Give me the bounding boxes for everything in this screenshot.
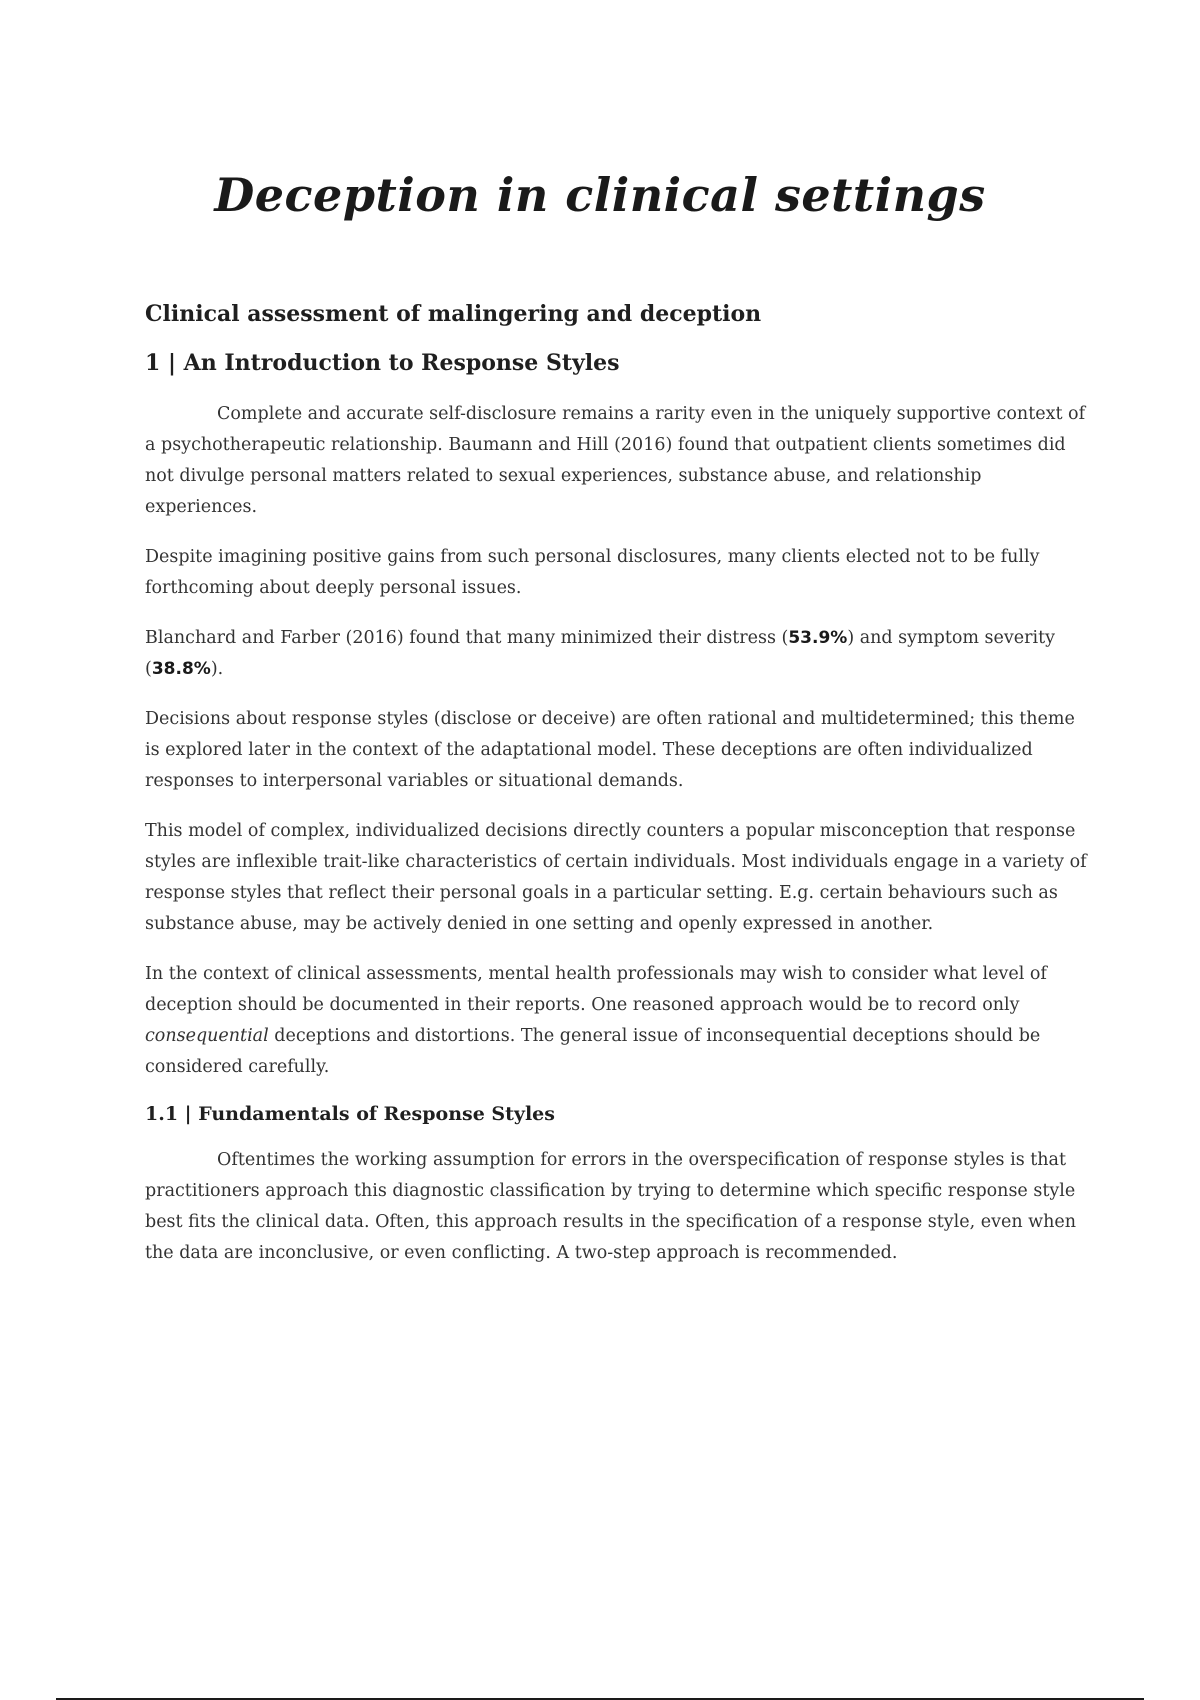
paragraph-3 xyxy=(145,623,1090,685)
subsection-heading-1: 1 | An Introduction to Response Styles xyxy=(145,349,620,376)
document-body xyxy=(145,300,1090,1288)
distress-stat: 53.9% xyxy=(788,628,848,649)
emphasis-consequential: consequential xyxy=(145,1026,269,1047)
paragraph-6 xyxy=(145,959,1090,1083)
paragraph-5: This model of complex, individualized decisions directly counters a popular misconception that response styles are inflexible trait-like characteristics of certain individuals. Most individuals engage in a variety of response styles that reflect their personal goals in a particular setting. E.g. certain behaviours such as substance abuse, may be actively denied in one setting and openly expressed in another. xyxy=(145,821,1087,935)
page-title: Deception in clinical settings xyxy=(214,168,986,222)
paragraph-1: Complete and accurate self-disclosure remains a rarity even in the uniquely supportive context of a psychotherapeutic relationship. Baumann and Hill (2016) found that outpatient clients sometimes did not divulge personal matters related to sexual experiences, substance abuse, and relationship experiences. xyxy=(145,404,1086,518)
symptom-severity-stat: 38.8% xyxy=(151,659,211,680)
paragraph-3-text-b: ) and symptom severity ( xyxy=(145,628,1056,680)
paragraph-2: Despite imagining positive gains from such personal disclosures, many clients elected not to be fully forthcoming about deeply personal issues. xyxy=(145,547,1040,599)
paragraph-4: Decisions about response styles (disclose or deceive) are often rational and multidetermined; this theme is explored later in the context of the adaptational model. These deceptions are often individualized responses to interpersonal variables or situational demands. xyxy=(145,709,1075,792)
paragraph-7: Oftentimes the working assumption for errors in the overspecification of response styles is that practitioners approach this diagnostic classification by trying to determine which specific response style best fits the clinical data. Often, this approach results in the specification of a response style, even when the data are inconclusive, or even conflicting. A two-step approach is recommended. xyxy=(145,1149,1077,1263)
paragraph-6-text-b: deceptions and distortions. The general issue of inconsequential deceptions should be considered carefully. xyxy=(145,1026,1041,1078)
paragraph-6-text-a: In the context of clinical assessments, mental health professionals may wish to consider what level of deception should be documented in their reports. One reasoned approach would be to record only xyxy=(145,964,1047,1016)
paragraph-3-text-c: ). xyxy=(210,659,224,680)
section-heading: Clinical assessment of malingering and deception xyxy=(145,301,762,327)
paragraph-3-text-a: Blanchard and Farber (2016) found that many minimized their distress ( xyxy=(145,628,789,649)
subsection-heading-2: 1.1 | Fundamentals of Response Styles xyxy=(145,1103,555,1126)
